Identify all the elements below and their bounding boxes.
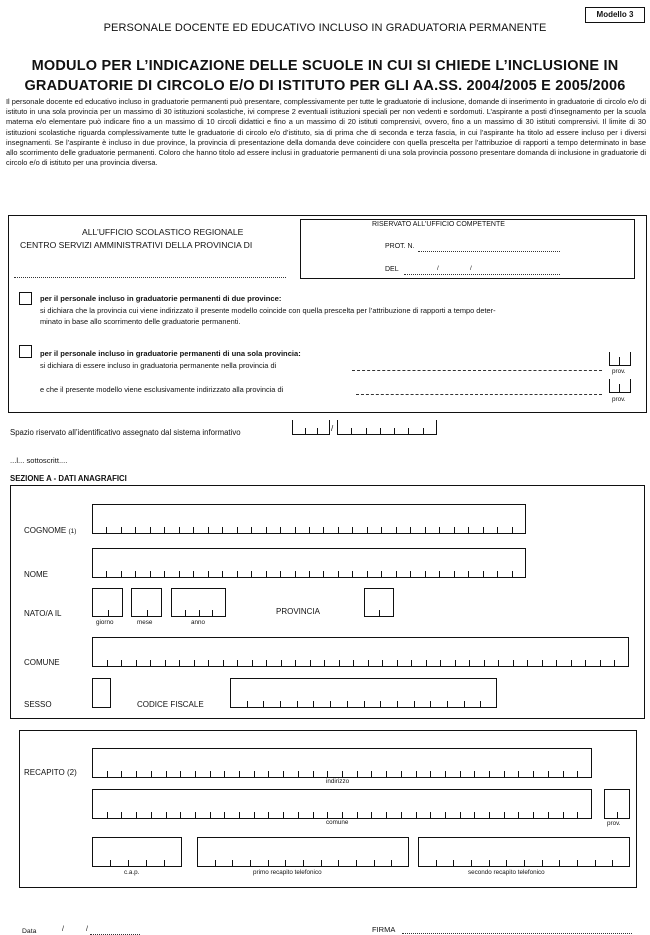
cell-divider bbox=[524, 860, 525, 866]
cognome-field[interactable] bbox=[92, 504, 526, 534]
cell-divider bbox=[367, 527, 368, 533]
cell-divider bbox=[386, 812, 387, 818]
cell-divider bbox=[391, 860, 392, 866]
cell-divider bbox=[164, 527, 165, 533]
birth-year-field[interactable] bbox=[171, 588, 226, 617]
cell-divider bbox=[506, 860, 507, 866]
title-line-2: GRADUATORIE DI CIRCOLO E/O DI ISTITUTO PER GLI AA.SS. 2004/2005 E 2005/2006 bbox=[24, 78, 626, 94]
cell-divider bbox=[430, 812, 431, 818]
cell-divider bbox=[281, 660, 282, 666]
cell-divider bbox=[210, 812, 211, 818]
cell-divider bbox=[585, 660, 586, 666]
cell-divider bbox=[371, 771, 372, 777]
cell-divider bbox=[401, 771, 402, 777]
option-2-dest-prov-box[interactable] bbox=[609, 379, 631, 393]
cell-divider bbox=[416, 771, 417, 777]
cell-divider bbox=[146, 860, 147, 866]
mese-caption: mese bbox=[137, 619, 153, 626]
comune-label: COMUNE bbox=[24, 658, 60, 667]
cell-divider bbox=[317, 428, 318, 434]
cell-divider bbox=[513, 660, 514, 666]
cell-divider bbox=[468, 527, 469, 533]
cell-divider bbox=[107, 812, 108, 818]
cell-divider bbox=[527, 660, 528, 666]
cell-divider bbox=[263, 701, 264, 707]
cell-divider bbox=[577, 771, 578, 777]
cell-divider bbox=[347, 701, 348, 707]
cell-divider bbox=[266, 527, 267, 533]
cell-divider bbox=[469, 660, 470, 666]
cell-divider bbox=[150, 527, 151, 533]
cell-divider bbox=[309, 571, 310, 577]
cell-divider bbox=[121, 812, 122, 818]
cell-divider bbox=[445, 812, 446, 818]
del-slash-1: / bbox=[437, 265, 439, 272]
reserved-office-box bbox=[300, 219, 635, 279]
cell-divider bbox=[542, 660, 543, 666]
cell-divider bbox=[215, 860, 216, 866]
cell-divider bbox=[305, 428, 306, 434]
cell-divider bbox=[237, 527, 238, 533]
cell-divider bbox=[327, 771, 328, 777]
cell-divider bbox=[489, 771, 490, 777]
cap-caption: c.a.p. bbox=[124, 869, 140, 876]
cell-divider bbox=[338, 571, 339, 577]
province-dots[interactable] bbox=[14, 277, 286, 278]
cell-divider bbox=[179, 660, 180, 666]
cell-divider bbox=[559, 860, 560, 866]
cell-divider bbox=[471, 860, 472, 866]
model-label: Modello 3 bbox=[585, 7, 645, 23]
cell-divider bbox=[497, 571, 498, 577]
sesso-label: SESSO bbox=[24, 700, 52, 709]
cell-divider bbox=[474, 771, 475, 777]
option-2-destination-line[interactable] bbox=[356, 394, 602, 395]
cell-divider bbox=[338, 860, 339, 866]
cell-divider bbox=[430, 771, 431, 777]
cell-divider bbox=[247, 701, 248, 707]
cell-divider bbox=[268, 860, 269, 866]
cell-divider bbox=[266, 660, 267, 666]
cell-divider bbox=[298, 812, 299, 818]
cell-divider bbox=[208, 660, 209, 666]
cell-divider bbox=[310, 660, 311, 666]
cell-divider bbox=[357, 771, 358, 777]
cell-divider bbox=[396, 527, 397, 533]
cell-divider bbox=[185, 610, 186, 616]
option-one-province-checkbox[interactable] bbox=[19, 345, 32, 358]
cell-divider bbox=[210, 771, 211, 777]
cell-divider bbox=[382, 660, 383, 666]
cell-divider bbox=[351, 428, 352, 434]
cell-divider bbox=[239, 812, 240, 818]
intro-paragraph: Il personale docente ed educativo incluso in graduatorie permanenti può presentare, complessivamente per tutte le graduatorie di inclusione, domande di inserimento in graduatorie di circolo e/o di istituto in una sola provincia per un massimo di 30 istituzioni scolastiche, ivi comprese 2 eventuali istituzioni speciali per non vedenti e sordomuti. L’aspirante a posti d’insegnamento per la scuola materna e/o elementare può indicare fino a un massimo di 10 circoli didattici e fino a un massimo di 20 istituti comprensivi, ovvero, fino a un massimo di 30 istituti comprensivi. Il limite di 30 istituzioni scolastiche riguarda complessivamente tutte le graduatorie di circolo e/o d’istituto, sia di prima che di seconda e terza fascia, in cui l’aspirante ha titolo ad essere incluso per i diversi insegnamenti. Se l’aspirante è incluso in due province, la provincia di presentazione della domanda deve coincidere con quella prescelta per l’attribuzioe di rapporti a tempo determinato in base allo scorrimento delle graduatorie permanenti. Coloro che hanno titolo ad essere inclusi in graduatorie permanenti di una sola provincia possono presentare domanda di inclusione in graduatorie di circolo e/o di istituto per una provincia diversa. bbox=[6, 97, 646, 168]
cell-divider bbox=[371, 812, 372, 818]
date-label: Data bbox=[22, 928, 37, 935]
cell-divider bbox=[617, 812, 618, 818]
cell-divider bbox=[577, 812, 578, 818]
cell-divider bbox=[283, 771, 284, 777]
cell-divider bbox=[222, 527, 223, 533]
section-a-title: SEZIONE A - DATI ANAGRAFICI bbox=[10, 474, 127, 483]
cell-divider bbox=[254, 771, 255, 777]
cell-divider bbox=[108, 610, 109, 616]
cell-divider bbox=[440, 660, 441, 666]
cell-divider bbox=[504, 771, 505, 777]
cell-divider bbox=[518, 812, 519, 818]
cell-divider bbox=[121, 527, 122, 533]
cell-divider bbox=[577, 860, 578, 866]
cell-divider bbox=[563, 812, 564, 818]
cell-divider bbox=[498, 660, 499, 666]
sesso-field[interactable] bbox=[92, 678, 111, 708]
cell-divider bbox=[548, 771, 549, 777]
cell-divider bbox=[410, 571, 411, 577]
identifier-slash: / bbox=[331, 424, 334, 433]
recapito-prov-field[interactable] bbox=[604, 789, 630, 819]
signer-label: ...l... sottoscritt.... bbox=[10, 456, 68, 465]
cell-divider bbox=[224, 812, 225, 818]
cell-divider bbox=[195, 771, 196, 777]
cell-divider bbox=[324, 660, 325, 666]
cell-divider bbox=[237, 571, 238, 577]
cell-divider bbox=[474, 812, 475, 818]
cell-divider bbox=[454, 571, 455, 577]
cell-divider bbox=[357, 812, 358, 818]
cell-divider bbox=[212, 610, 213, 616]
cell-divider bbox=[396, 571, 397, 577]
cell-divider bbox=[464, 701, 465, 707]
cell-divider bbox=[295, 527, 296, 533]
secondary-phone-caption: secondo recapito telefonico bbox=[468, 869, 545, 876]
cell-divider bbox=[512, 527, 513, 533]
recapito-prov-caption: prov. bbox=[607, 820, 621, 827]
cell-divider bbox=[455, 660, 456, 666]
cell-divider bbox=[480, 701, 481, 707]
codice-fiscale-label: CODICE FISCALE bbox=[137, 700, 204, 709]
cell-divider bbox=[426, 660, 427, 666]
comune-caption: comune bbox=[326, 819, 349, 826]
date-slash-1: / bbox=[62, 926, 64, 933]
cell-divider bbox=[533, 771, 534, 777]
primary-phone-field[interactable] bbox=[197, 837, 409, 867]
option-2-dest-prov-label: prov. bbox=[612, 396, 626, 403]
cell-divider bbox=[136, 771, 137, 777]
option-2-dest-prov-divider bbox=[619, 384, 620, 392]
cell-divider bbox=[542, 860, 543, 866]
cell-divider bbox=[147, 610, 148, 616]
cell-divider bbox=[252, 660, 253, 666]
cell-divider bbox=[280, 701, 281, 707]
cell-divider bbox=[165, 660, 166, 666]
cell-divider bbox=[512, 571, 513, 577]
indirizzo-caption: indirizzo bbox=[326, 778, 350, 785]
cell-divider bbox=[571, 660, 572, 666]
cell-divider bbox=[106, 571, 107, 577]
cell-divider bbox=[468, 571, 469, 577]
cell-divider bbox=[483, 527, 484, 533]
birth-month-field[interactable] bbox=[131, 588, 162, 617]
cell-divider bbox=[612, 860, 613, 866]
birth-province-field[interactable] bbox=[364, 588, 394, 617]
del-date-dots[interactable] bbox=[404, 274, 560, 275]
cell-divider bbox=[410, 527, 411, 533]
cell-divider bbox=[136, 660, 137, 666]
cell-divider bbox=[342, 771, 343, 777]
cell-divider bbox=[323, 571, 324, 577]
cell-divider bbox=[411, 660, 412, 666]
cell-divider bbox=[110, 860, 111, 866]
option-2-text-2: e che il presente modello viene esclusivamente indirizzato alla provincia di bbox=[40, 385, 284, 394]
cell-divider bbox=[309, 527, 310, 533]
cell-divider bbox=[381, 527, 382, 533]
secondary-phone-field[interactable] bbox=[418, 837, 630, 867]
cell-divider bbox=[460, 771, 461, 777]
cell-divider bbox=[352, 527, 353, 533]
cell-divider bbox=[268, 771, 269, 777]
nome-label: NOME bbox=[24, 570, 48, 579]
cell-divider bbox=[106, 527, 107, 533]
cell-divider bbox=[179, 571, 180, 577]
cell-divider bbox=[151, 771, 152, 777]
cell-divider bbox=[251, 571, 252, 577]
cell-divider bbox=[381, 571, 382, 577]
cell-divider bbox=[497, 527, 498, 533]
cell-divider bbox=[353, 660, 354, 666]
cell-divider bbox=[323, 527, 324, 533]
cell-divider bbox=[199, 610, 200, 616]
office-line-1: ALL’UFFICIO SCOLASTICO REGIONALE bbox=[82, 227, 244, 237]
cell-divider bbox=[327, 812, 328, 818]
cell-divider bbox=[239, 771, 240, 777]
cell-divider bbox=[386, 771, 387, 777]
cell-divider bbox=[151, 812, 152, 818]
cell-divider bbox=[423, 428, 424, 434]
cell-divider bbox=[223, 660, 224, 666]
cell-divider bbox=[280, 527, 281, 533]
cell-divider bbox=[224, 771, 225, 777]
cell-divider bbox=[208, 527, 209, 533]
cell-divider bbox=[533, 812, 534, 818]
cell-divider bbox=[180, 812, 181, 818]
cell-divider bbox=[164, 860, 165, 866]
option-1-title: per il personale incluso in graduatorie permanenti di due province: bbox=[40, 294, 282, 303]
cell-divider bbox=[330, 701, 331, 707]
cell-divider bbox=[164, 571, 165, 577]
cell-divider bbox=[342, 812, 343, 818]
cell-divider bbox=[447, 701, 448, 707]
cell-divider bbox=[193, 527, 194, 533]
option-two-provinces-checkbox[interactable] bbox=[19, 292, 32, 305]
cell-divider bbox=[150, 571, 151, 577]
cell-divider bbox=[232, 860, 233, 866]
cell-divider bbox=[121, 571, 122, 577]
cell-divider bbox=[254, 812, 255, 818]
cell-divider bbox=[368, 660, 369, 666]
cell-divider bbox=[250, 860, 251, 866]
cell-divider bbox=[366, 428, 367, 434]
cell-divider bbox=[439, 527, 440, 533]
cell-divider bbox=[454, 527, 455, 533]
signature-label: FIRMA bbox=[372, 925, 396, 934]
cell-divider bbox=[483, 571, 484, 577]
cell-divider bbox=[563, 771, 564, 777]
option-2-title: per il personale incluso in graduatorie permanenti di una sola provincia: bbox=[40, 349, 301, 358]
cell-divider bbox=[135, 571, 136, 577]
option-2-prov-box[interactable] bbox=[609, 352, 631, 366]
cell-divider bbox=[339, 660, 340, 666]
cell-divider bbox=[180, 771, 181, 777]
cell-divider bbox=[453, 860, 454, 866]
cell-divider bbox=[445, 771, 446, 777]
cell-divider bbox=[268, 812, 269, 818]
cell-divider bbox=[356, 860, 357, 866]
date-slash-2: / bbox=[86, 926, 88, 933]
cell-divider bbox=[285, 860, 286, 866]
cell-divider bbox=[195, 812, 196, 818]
cell-divider bbox=[595, 860, 596, 866]
cell-divider bbox=[436, 860, 437, 866]
cell-divider bbox=[313, 771, 314, 777]
option-2-province-line[interactable] bbox=[352, 370, 602, 371]
cell-divider bbox=[397, 701, 398, 707]
cell-divider bbox=[614, 660, 615, 666]
cell-divider bbox=[394, 428, 395, 434]
cell-divider bbox=[489, 860, 490, 866]
recapito-comune-field[interactable] bbox=[92, 789, 592, 819]
del-label: DEL bbox=[385, 266, 399, 273]
reserved-title: RISERVATO ALL’UFFICIO COMPETENTE bbox=[372, 221, 505, 228]
nome-field[interactable] bbox=[92, 548, 526, 578]
cell-divider bbox=[193, 571, 194, 577]
cell-divider bbox=[179, 527, 180, 533]
cell-divider bbox=[380, 428, 381, 434]
cell-divider bbox=[600, 660, 601, 666]
anno-caption: anno bbox=[191, 619, 206, 626]
cell-divider bbox=[280, 571, 281, 577]
cell-divider bbox=[194, 660, 195, 666]
prot-number-dots[interactable] bbox=[418, 251, 560, 252]
del-slash-2: / bbox=[470, 265, 472, 272]
cell-divider bbox=[379, 610, 380, 616]
office-line-2: CENTRO SERVIZI AMMINISTRATIVI DELLA PROVINCIA DI bbox=[20, 240, 253, 250]
title-line-1: MODULO PER L’INDICAZIONE DELLE SCUOLE IN CUI SI CHIEDE L’INCLUSIONE IN bbox=[31, 58, 619, 74]
indirizzo-field[interactable] bbox=[92, 748, 592, 778]
cell-divider bbox=[425, 527, 426, 533]
cell-divider bbox=[166, 812, 167, 818]
signature-field[interactable] bbox=[402, 933, 632, 934]
cell-divider bbox=[430, 701, 431, 707]
cell-divider bbox=[352, 571, 353, 577]
cell-divider bbox=[460, 812, 461, 818]
cap-field[interactable] bbox=[92, 837, 182, 867]
cell-divider bbox=[222, 571, 223, 577]
cell-divider bbox=[135, 527, 136, 533]
cell-divider bbox=[414, 701, 415, 707]
cell-divider bbox=[484, 660, 485, 666]
cell-divider bbox=[107, 771, 108, 777]
cell-divider bbox=[297, 701, 298, 707]
cell-divider bbox=[237, 660, 238, 666]
nato-label: NATO/A IL bbox=[24, 609, 62, 618]
cell-divider bbox=[321, 860, 322, 866]
cell-divider bbox=[439, 571, 440, 577]
cell-divider bbox=[251, 527, 252, 533]
cell-divider bbox=[283, 812, 284, 818]
recapito-label: RECAPITO (2) bbox=[24, 768, 77, 777]
giorno-caption: giorno bbox=[96, 619, 114, 626]
cell-divider bbox=[338, 527, 339, 533]
page-header: PERSONALE DOCENTE ED EDUCATIVO INCLUSO IN GRADUATORIA PERMANENTE bbox=[103, 22, 547, 34]
cell-divider bbox=[266, 571, 267, 577]
cell-divider bbox=[416, 812, 417, 818]
cell-divider bbox=[504, 812, 505, 818]
comune-field[interactable] bbox=[92, 637, 629, 667]
cell-divider bbox=[295, 660, 296, 666]
cell-divider bbox=[374, 860, 375, 866]
option-1-text-a: si dichiara che la provincia cui viene indirizzato il presente modello coincide con quella prescelta per l’attribuzione di rapporti a tempo deter- bbox=[40, 306, 496, 315]
cell-divider bbox=[121, 771, 122, 777]
cell-divider bbox=[136, 812, 137, 818]
option-2-prov-divider bbox=[619, 357, 620, 365]
cell-divider bbox=[166, 771, 167, 777]
provincia-label: PROVINCIA bbox=[276, 607, 321, 616]
cell-divider bbox=[489, 812, 490, 818]
birth-day-field[interactable] bbox=[92, 588, 123, 617]
cell-divider bbox=[518, 771, 519, 777]
cell-divider bbox=[364, 701, 365, 707]
cell-divider bbox=[303, 860, 304, 866]
cell-divider bbox=[150, 660, 151, 666]
cell-divider bbox=[208, 571, 209, 577]
cognome-label: COGNOME (1) bbox=[24, 526, 77, 535]
option-2-text: si dichiara di essere incluso in graduatoria permanente nella provincia di bbox=[40, 361, 277, 370]
primary-phone-caption: primo recapito telefonico bbox=[253, 869, 322, 876]
codice-fiscale-field[interactable] bbox=[230, 678, 497, 708]
cell-divider bbox=[313, 701, 314, 707]
cell-divider bbox=[107, 660, 108, 666]
cell-divider bbox=[401, 812, 402, 818]
option-2-prov-label: prov. bbox=[612, 368, 626, 375]
cell-divider bbox=[295, 571, 296, 577]
identifier-label: Spazio riservato all’identificativo assegnato dal sistema informativo bbox=[10, 428, 241, 437]
identifier-field-1[interactable] bbox=[292, 420, 330, 435]
identifier-field-2[interactable] bbox=[337, 420, 437, 435]
cell-divider bbox=[408, 428, 409, 434]
option-1-text-b: minato in base allo scorrimento delle graduatorie permanenti. bbox=[40, 317, 241, 326]
cell-divider bbox=[556, 660, 557, 666]
prot-label: PROT. N. bbox=[385, 243, 415, 250]
cell-divider bbox=[128, 860, 129, 866]
cell-divider bbox=[397, 660, 398, 666]
cell-divider bbox=[548, 812, 549, 818]
cell-divider bbox=[380, 701, 381, 707]
cell-divider bbox=[313, 812, 314, 818]
cell-divider bbox=[367, 571, 368, 577]
cell-divider bbox=[425, 571, 426, 577]
cell-divider bbox=[121, 660, 122, 666]
cell-divider bbox=[298, 771, 299, 777]
